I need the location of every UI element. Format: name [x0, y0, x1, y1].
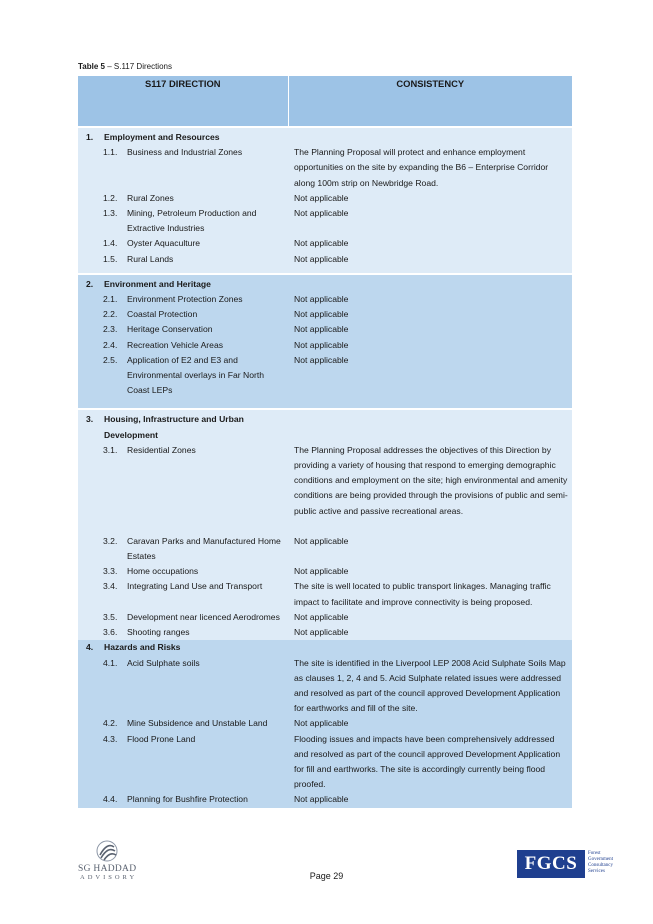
item-number: 3.6. [103, 627, 118, 638]
table-row [78, 145, 572, 191]
section-row [78, 640, 572, 655]
item-consistency: Not applicable [294, 627, 349, 638]
fgcs-line2: Government [588, 857, 613, 862]
item-direction: Business and Industrial Zones [127, 147, 243, 158]
item-consistency: Not applicable [294, 566, 349, 577]
item-consistency: Not applicable [294, 324, 349, 335]
logo-line1: SG HADDAD [78, 864, 137, 874]
item-number: 2.2. [103, 309, 118, 320]
item-consistency: Not applicable [294, 192, 349, 203]
table-row [78, 443, 572, 534]
item-consistency: The site is well located to public transport linkages. Managing traffic impact to facilitate and improve connectivity is being proposed. [294, 581, 551, 607]
table-row [78, 579, 572, 609]
item-direction: Shooting ranges [127, 627, 190, 638]
table-row [78, 236, 572, 251]
section-row [78, 274, 572, 292]
item-consistency: Not applicable [294, 535, 349, 546]
section-number: 4. [86, 642, 94, 653]
page-number: Page 29 [309, 871, 344, 881]
table-row [78, 307, 572, 322]
item-number: 3.3. [103, 566, 118, 577]
item-consistency: The site is identified in the Liverpool LEP 2008 Acid Sulphate Soils Map as clauses 1, 2, 4 and 5. Acid Sulphate related issues were addressed and resolved as part of the council approved Development Application for earthworks and fill of the site. [294, 657, 566, 714]
item-number: 1.2. [103, 192, 118, 203]
item-number: 2.5. [103, 354, 118, 365]
fgcs-line3: Consultancy [588, 863, 613, 868]
item-direction: Heritage Conservation [127, 324, 213, 335]
table-caption [78, 62, 172, 71]
item-number: 2.1. [103, 294, 118, 305]
item-direction: Flood Prone Land [127, 733, 196, 744]
item-number: 2.3. [103, 324, 118, 335]
item-number: 1.3. [103, 208, 118, 219]
item-direction: Caravan Parks and Manufactured Home Estates [127, 535, 281, 562]
table-row [78, 353, 572, 410]
item-number: 4.4. [103, 794, 118, 805]
item-consistency: Not applicable [294, 354, 349, 365]
table-row [78, 338, 572, 353]
item-consistency: Not applicable [294, 339, 349, 350]
item-consistency: Not applicable [294, 294, 349, 305]
item-consistency: Not applicable [294, 794, 349, 805]
item-consistency: The Planning Proposal addresses the objectives of this Direction by providing a variety of housing that respond to emerging demographic conditions and employment on the site; high environmental and amenity conditions are being provided through the provisions of public and semi-public active and passive recreational areas. [294, 444, 568, 516]
fgcs-line4: Services [588, 869, 605, 874]
swirl-icon [96, 840, 118, 862]
item-number: 4.2. [103, 718, 118, 729]
fgcs-line1: Forest [588, 851, 601, 856]
item-direction: Recreation Vehicle Areas [127, 339, 224, 350]
section-title: Employment and Resources [104, 132, 220, 142]
section-title: Environment and Heritage [104, 278, 211, 289]
item-number: 2.4. [103, 339, 118, 350]
section-row [78, 127, 572, 145]
item-consistency: Not applicable [294, 309, 349, 320]
table-row [78, 792, 572, 807]
s117-directions-table [78, 76, 572, 808]
item-consistency: Flooding issues and impacts have been comprehensively addressed and resolved as part of the council approved Development Application for fill and earthworks. The site is accordingly currently being flood proofed. [294, 733, 561, 790]
section-title: Housing, Infrastructure and Urban Development [104, 414, 244, 440]
item-direction: Planning for Bushfire Protection [127, 794, 248, 805]
item-number: 3.4. [103, 581, 118, 592]
table-row [78, 191, 572, 206]
section-row [78, 409, 572, 442]
table-row [78, 564, 572, 579]
item-consistency: Not applicable [294, 718, 349, 729]
header-consistency: CONSISTENCY [288, 76, 572, 127]
section-number: 1. [86, 132, 94, 142]
section-number: 2. [86, 278, 94, 289]
item-direction: Acid Sulphate soils [127, 657, 200, 668]
fgcs-logo-mark: FGCS [517, 850, 585, 878]
item-direction: Rural Zones [127, 192, 174, 203]
item-direction: Environment Protection Zones [127, 294, 243, 305]
item-direction: Mine Subsidence and Unstable Land [127, 718, 268, 729]
table-row [78, 732, 572, 793]
caption-text: – S.117 Directions [104, 62, 172, 71]
table-row [78, 656, 572, 717]
item-direction: Development near licenced Aerodromes [127, 611, 280, 622]
table-row [78, 252, 572, 274]
item-consistency: Not applicable [294, 253, 349, 264]
header-direction: S117 DIRECTION [78, 76, 288, 127]
item-direction: Residential Zones [127, 444, 196, 455]
section-number: 3. [86, 414, 94, 425]
item-number: 4.1. [103, 657, 118, 668]
item-number: 3.5. [103, 611, 118, 622]
table-row [78, 625, 572, 640]
table-row [78, 534, 572, 564]
item-number: 1.4. [103, 238, 118, 249]
item-direction: Rural Lands [127, 253, 174, 264]
table-row [78, 292, 572, 307]
section-title: Hazards and Risks [104, 642, 181, 653]
item-direction: Home occupations [127, 566, 199, 577]
item-direction: Oyster Aquaculture [127, 238, 201, 249]
caption-label: Table 5 [78, 62, 105, 71]
table-row [78, 610, 572, 625]
table-row [78, 716, 572, 731]
item-direction: Integrating Land Use and Transport [127, 581, 263, 592]
table-row [78, 206, 572, 236]
item-number: 3.2. [103, 535, 118, 546]
item-direction: Mining, Petroleum Production and Extractive Industries [127, 208, 257, 234]
item-number: 3.1. [103, 444, 118, 455]
item-direction: Coastal Protection [127, 309, 198, 320]
item-consistency: Not applicable [294, 611, 349, 622]
item-direction: Application of E2 and E3 and Environmental overlays in Far North Coast LEPs [127, 354, 265, 396]
item-number: 1.5. [103, 253, 118, 264]
item-number: 4.3. [103, 733, 118, 744]
item-consistency: Not applicable [294, 208, 349, 219]
fgcs-logo-text [588, 851, 638, 875]
logo-line2: ADVISORY [80, 874, 138, 881]
item-consistency: Not applicable [294, 238, 349, 249]
item-number: 1.1. [103, 147, 118, 158]
item-consistency: The Planning Proposal will protect and enhance employment opportunities on the site by expanding the B6 – Enterprise Corridor along 100m strip on Newbridge Road. [294, 147, 549, 188]
table-row [78, 322, 572, 337]
